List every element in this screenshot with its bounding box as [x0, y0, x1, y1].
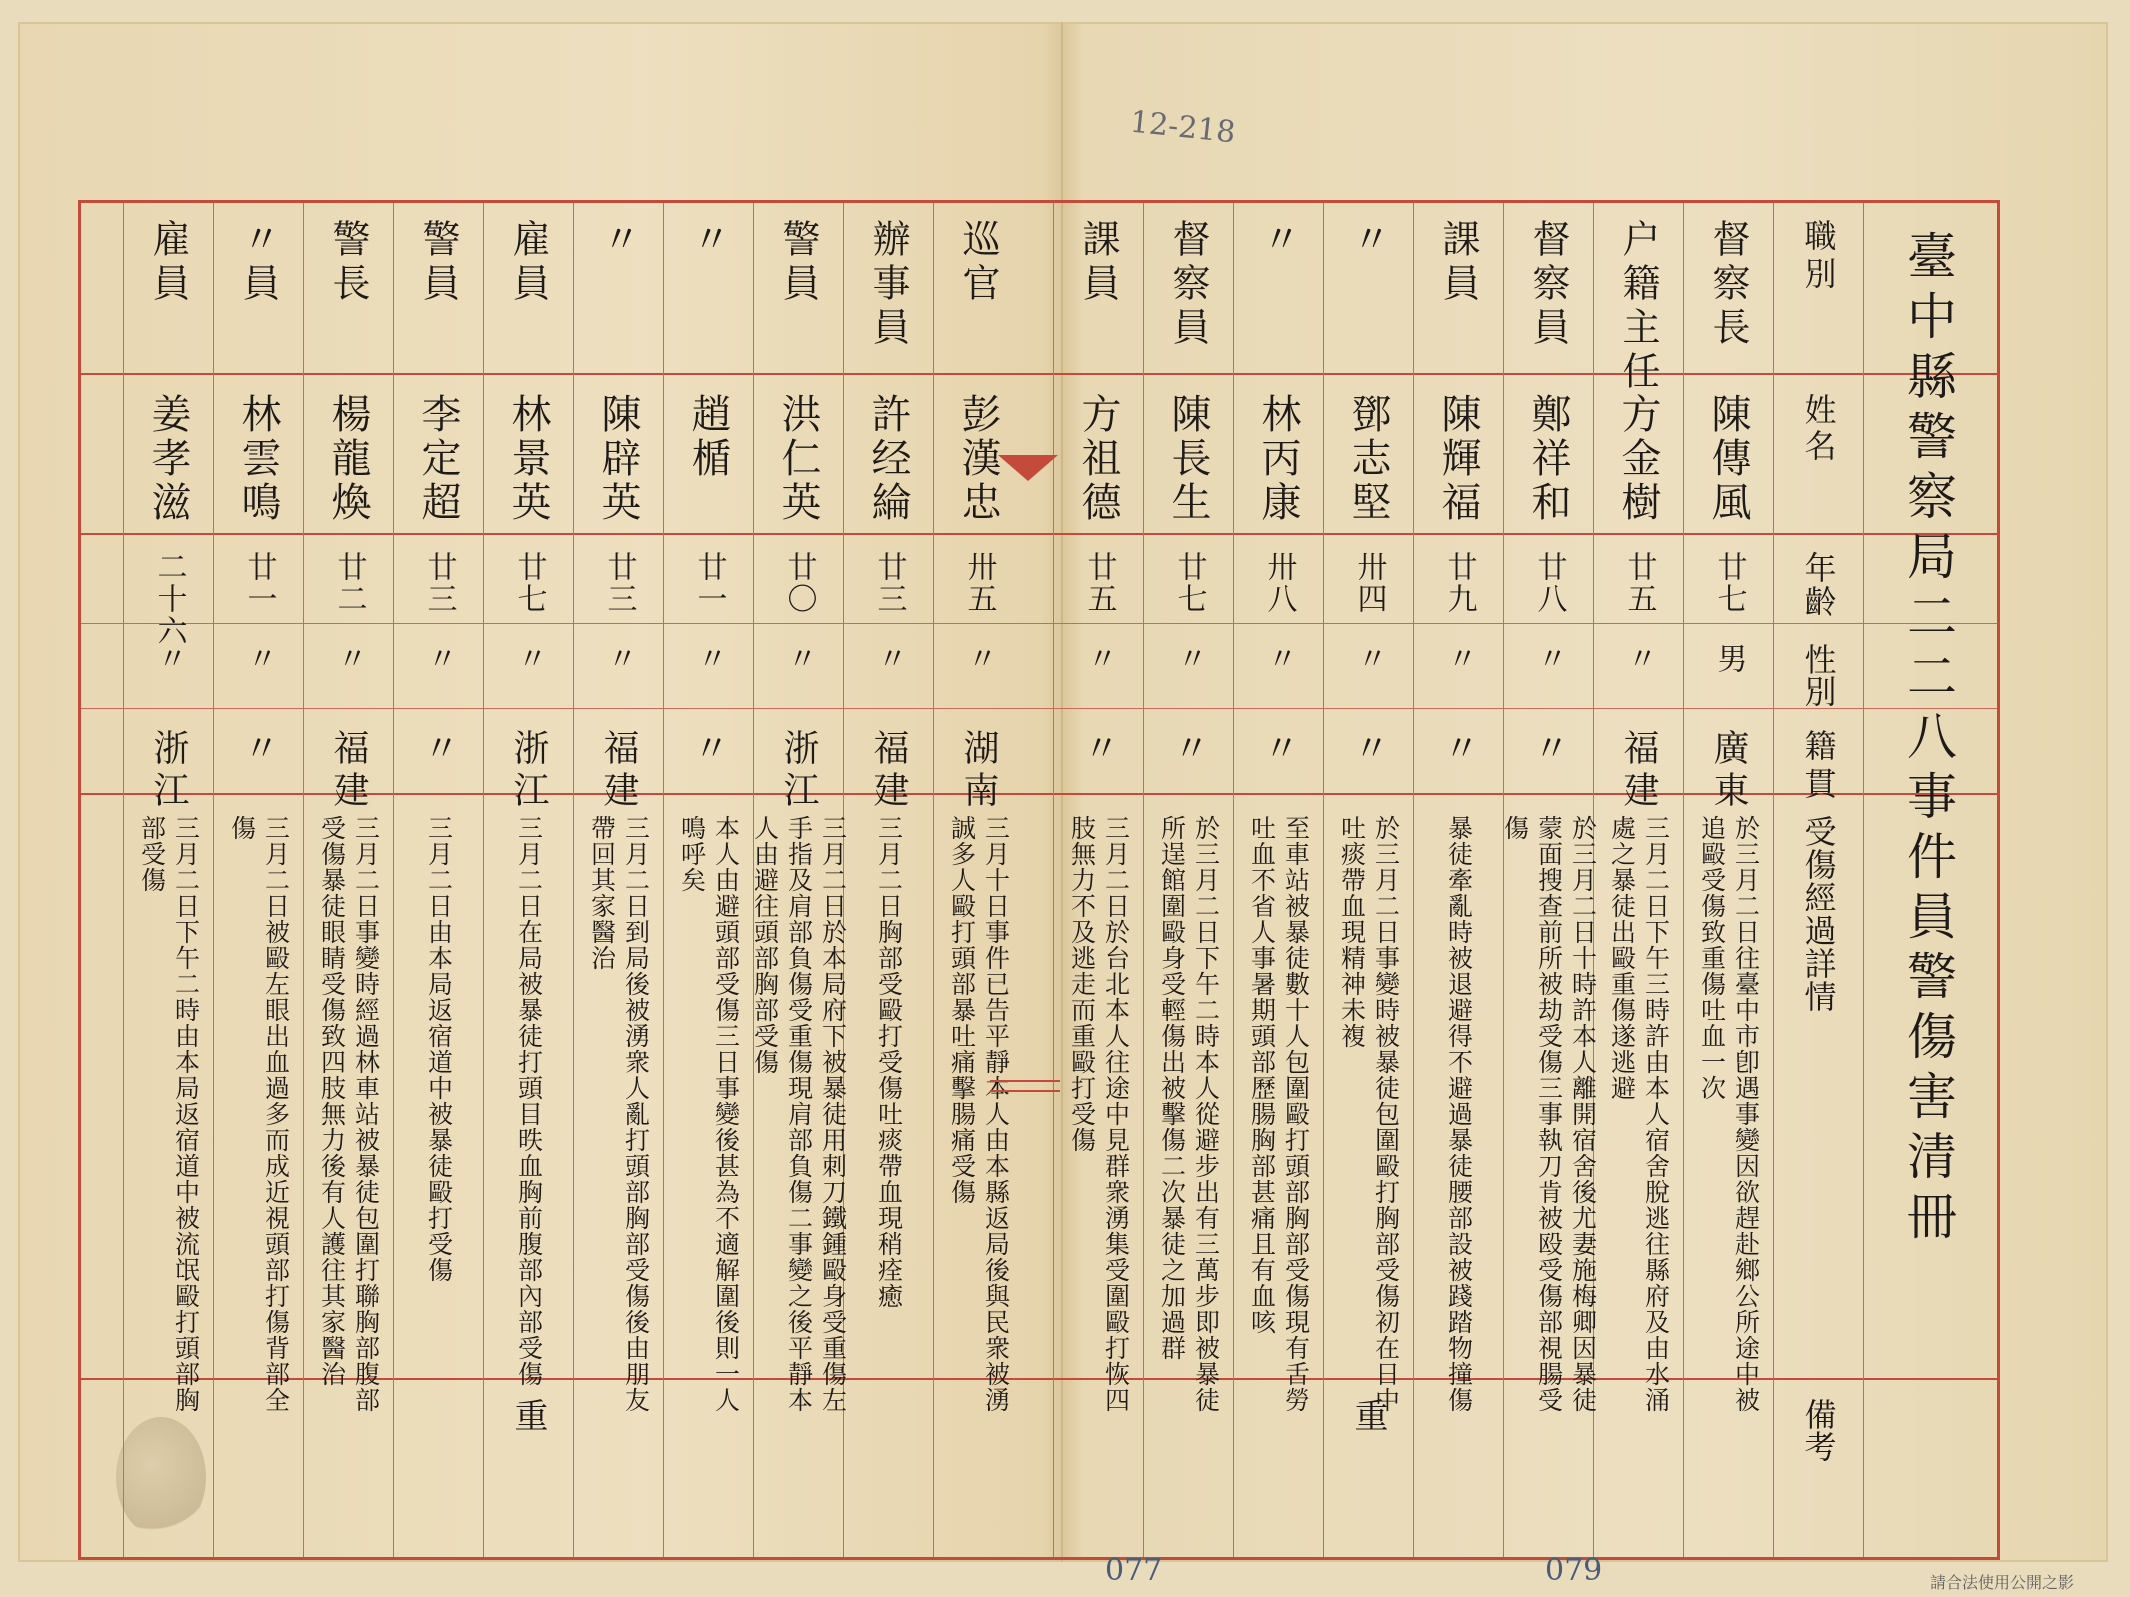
- page-number-right: 079: [1545, 1553, 1603, 1588]
- cell-name: 鄧志堅: [1345, 393, 1391, 525]
- center-double-line: [990, 1080, 1060, 1092]
- cell-sex: 〃: [1171, 643, 1207, 673]
- cell-native: 〃: [1438, 729, 1479, 771]
- center-fold-mark-icon: [998, 455, 1058, 481]
- cell-native: 浙江: [148, 729, 189, 813]
- cell-age: 廿七: [1711, 551, 1747, 615]
- cell-sex: 〃: [421, 643, 457, 673]
- table-row: [393, 203, 483, 1557]
- cell-name: 鄭祥和: [1525, 393, 1571, 525]
- archive-note: 12-218: [1128, 104, 1238, 151]
- cell-name: 許经綸: [865, 393, 911, 525]
- header-hurt: 受傷經過詳情: [1799, 815, 1838, 1013]
- cell-name: 陳輝福: [1435, 393, 1481, 525]
- cell-age: 廿二: [331, 551, 367, 615]
- cell-age: 卅四: [1351, 551, 1387, 615]
- cell-age: 廿三: [871, 551, 907, 615]
- cell-name: 姜孝滋: [145, 393, 191, 525]
- cell-name: 李定超: [415, 393, 461, 525]
- cell-hurt: 於三月二日往臺中市卽遇事變因欲趕赴鄉公所途中被追毆受傷致重傷吐血一次: [1697, 815, 1761, 1413]
- cell-rank: 户籍主任: [1616, 219, 1660, 395]
- table-row: [1323, 203, 1413, 1557]
- cell-age: 卅八: [1261, 551, 1297, 615]
- cell-hurt: 三月二日到局後被湧衆人亂打頭部胸部受傷後由朋友帶回其家醫治: [587, 815, 651, 1413]
- header-sex: 性別: [1799, 643, 1838, 707]
- table-row: [483, 203, 573, 1557]
- cell-native: 〃: [1348, 729, 1389, 771]
- cell-rank: 〃: [596, 219, 640, 263]
- table-row: [1593, 203, 1683, 1557]
- header-native: 籍貫: [1799, 729, 1838, 805]
- cell-age: 廿七: [511, 551, 547, 615]
- cell-age: 廿八: [1531, 551, 1567, 615]
- cell-age: 卅五: [961, 551, 997, 615]
- cell-rank: 督察員: [1166, 219, 1210, 351]
- cell-sex: 〃: [331, 643, 367, 673]
- cell-name: 楊龍煥: [325, 393, 371, 525]
- table-row: [663, 203, 753, 1557]
- cell-age: 廿五: [1621, 551, 1657, 615]
- cell-rank: 巡官: [956, 219, 1000, 307]
- cell-sex: 〃: [781, 643, 817, 673]
- table-row: [1053, 203, 1143, 1557]
- cell-sex: 〃: [151, 643, 187, 673]
- cell-remark: 重: [1348, 1398, 1388, 1432]
- header-name: 姓名: [1799, 393, 1838, 465]
- cell-name: 林景英: [505, 393, 551, 525]
- cell-age: 廿一: [241, 551, 277, 615]
- cell-rank: 警長: [326, 219, 370, 307]
- cell-native: 湖南: [958, 729, 999, 813]
- cell-hurt: 三月二日被毆左眼出血過多而成近視頭部打傷背部全傷: [227, 815, 291, 1413]
- table-row: [213, 203, 303, 1557]
- cell-age: 廿三: [601, 551, 637, 615]
- cell-rank: 課員: [1436, 219, 1480, 307]
- cell-native: 〃: [238, 729, 279, 771]
- cell-rank: 〃員: [236, 219, 280, 307]
- cell-native: 〃: [1528, 729, 1569, 771]
- cell-age: 廿〇: [781, 551, 817, 615]
- cell-sex: 〃: [1531, 643, 1567, 673]
- header-remark: 備考: [1799, 1398, 1838, 1462]
- cell-native: 福建: [868, 729, 909, 813]
- cell-rank: 警員: [776, 219, 820, 307]
- cell-name: 彭漢忠: [955, 393, 1001, 525]
- cell-name: 趙楯: [685, 393, 731, 481]
- cell-hurt: 三月二日於本局府下被暴徒用刺刀鐵鍾毆身受重傷左手指及肩部負傷受重傷現肩部負傷二事變之後平靜本人由避往頭部胸部受傷: [750, 815, 848, 1413]
- cell-native: 〃: [1168, 729, 1209, 771]
- cell-name: 林雲鳴: [235, 393, 281, 525]
- cell-age: 廿五: [1081, 551, 1117, 615]
- cell-hurt: 三月十日事件已告平靜本人由本縣返局後與民衆被湧誠多人毆打頭部暴吐痛擊腸痛受傷: [947, 815, 1011, 1413]
- cell-name: 洪仁英: [775, 393, 821, 525]
- cell-native: 〃: [418, 729, 459, 771]
- page-number-left: 077: [1105, 1553, 1163, 1588]
- cell-sex: 〃: [1261, 643, 1297, 673]
- cell-rank: 警員: [416, 219, 460, 307]
- cell-hurt: 三月二日於台北本人往途中見群衆湧集受圍毆打恢四肢無力不及逃走而重毆打受傷: [1067, 815, 1131, 1413]
- table-row: [123, 203, 213, 1557]
- cell-hurt: 三月二日事變時經過林車站被暴徒包圍打聯胸部腹部受傷暴徒眼睛受傷致四肢無力後有人護往其家醫治: [317, 815, 381, 1413]
- cell-hurt: 於三月二日下午二時本人從避步出有三萬步即被暴徒所逞館圍毆身受輕傷出被擊傷二次暴徒之加過群: [1157, 815, 1221, 1413]
- cell-native: 浙江: [508, 729, 549, 813]
- cell-hurt: 三月二日由本局返宿道中被暴徒毆打受傷: [424, 815, 454, 1283]
- cell-native: 福建: [1618, 729, 1659, 813]
- cell-hurt: 三月二日胸部受毆打受傷吐痰帶血現稍痊癒: [874, 815, 904, 1309]
- cell-remark: 重: [508, 1398, 548, 1432]
- cell-sex: 〃: [1351, 643, 1387, 673]
- cell-age: 廿九: [1441, 551, 1477, 615]
- cell-rank: 〃: [1346, 219, 1390, 263]
- cell-hurt: 暴徒牽亂時被退避得不避過暴徒腰部設被踐踏物撞傷: [1444, 815, 1474, 1413]
- cell-rank: 督察員: [1526, 219, 1570, 351]
- cell-age: 廿七: [1171, 551, 1207, 615]
- cell-hurt: 三月二日在局被暴徒打頭目昳血胸前腹部內部受傷: [514, 815, 544, 1387]
- cell-name: 方祖德: [1075, 393, 1121, 525]
- cell-name: 方金樹: [1615, 393, 1661, 525]
- table-row: [303, 203, 393, 1557]
- cell-age: 二十六: [151, 551, 187, 647]
- register-table: [78, 200, 2000, 1560]
- cell-native: 福建: [598, 729, 639, 813]
- cell-name: 林丙康: [1255, 393, 1301, 525]
- table-row: [933, 203, 1023, 1557]
- cell-native: 〃: [1258, 729, 1299, 771]
- cell-rank: 課員: [1076, 219, 1120, 307]
- header-column: [1773, 203, 1863, 1557]
- cell-age: 廿一: [691, 551, 727, 615]
- cell-sex: 〃: [1081, 643, 1117, 673]
- cell-hurt: 三月二日下午二時由本局返宿道中被流氓毆打頭部胸部受傷: [137, 815, 201, 1413]
- cell-rank: 雇員: [506, 219, 550, 307]
- cell-sex: 〃: [511, 643, 547, 673]
- usage-footnote: 請合法使用公開之影: [1930, 1573, 2075, 1592]
- cell-rank: 雇員: [146, 219, 190, 307]
- cell-native: 〃: [1078, 729, 1119, 771]
- cell-native: 浙江: [778, 729, 819, 813]
- cell-sex: 〃: [241, 643, 277, 673]
- cell-sex: 〃: [871, 643, 907, 673]
- document-title: 臺中縣警察局二二八事件員警傷害清冊: [1899, 230, 1957, 1250]
- header-age: 年齡: [1799, 551, 1838, 619]
- cell-name: 陳辟英: [595, 393, 641, 525]
- cell-rank: 〃: [686, 219, 730, 263]
- header-rank: 職別: [1799, 219, 1838, 295]
- cell-name: 陳傳風: [1705, 393, 1751, 525]
- cell-rank: 督察長: [1706, 219, 1750, 351]
- cell-name: 陳長生: [1165, 393, 1211, 525]
- table-row: [1413, 203, 1503, 1557]
- cell-hurt: 本人由避頭部受傷三日事變後甚為不適解圍後則一人鳴呼矣: [677, 815, 741, 1413]
- cell-hurt: 三月二日下午三時許由本人宿舍脫逃往縣府及由水涌處之暴徒出毆重傷遂逃避: [1607, 815, 1671, 1413]
- cell-hurt: 於三月二日十時許本人離開宿舍後尤妻施梅卿因暴徒蒙面搜查前所被劫受傷三事執刀肯被殴受傷部視腸受傷: [1500, 815, 1598, 1413]
- cell-sex: 〃: [691, 643, 727, 673]
- table-row: [750, 203, 848, 1557]
- cell-sex: 〃: [1441, 643, 1477, 673]
- cell-native: 福建: [328, 729, 369, 813]
- cell-sex: 〃: [1621, 643, 1657, 673]
- cell-native: 廣東: [1708, 729, 1749, 813]
- cell-hurt: 於三月二日事變時被暴徒包圍毆打胸部受傷初在日中吐痰帶血現精神未複: [1337, 815, 1401, 1413]
- table-row: [1233, 203, 1323, 1557]
- cell-rank: 辦事員: [866, 219, 910, 351]
- table-row: [1500, 203, 1598, 1557]
- table-row: [843, 203, 933, 1557]
- table-row: [573, 203, 663, 1557]
- table-row: [1143, 203, 1233, 1557]
- cell-sex: 〃: [601, 643, 637, 673]
- cell-hurt: 至車站被暴徒數十人包圍毆打頭部胸部受傷現有舌勞吐血不省人事暑期頭部歷腸胸部甚痛且有血咳: [1247, 815, 1311, 1413]
- cell-rank: 〃: [1256, 219, 1300, 263]
- cell-age: 廿三: [421, 551, 457, 615]
- cell-sex: 〃: [961, 643, 997, 673]
- cell-native: 〃: [688, 729, 729, 771]
- table-row: [1683, 203, 1773, 1557]
- cell-sex: 男: [1711, 643, 1747, 673]
